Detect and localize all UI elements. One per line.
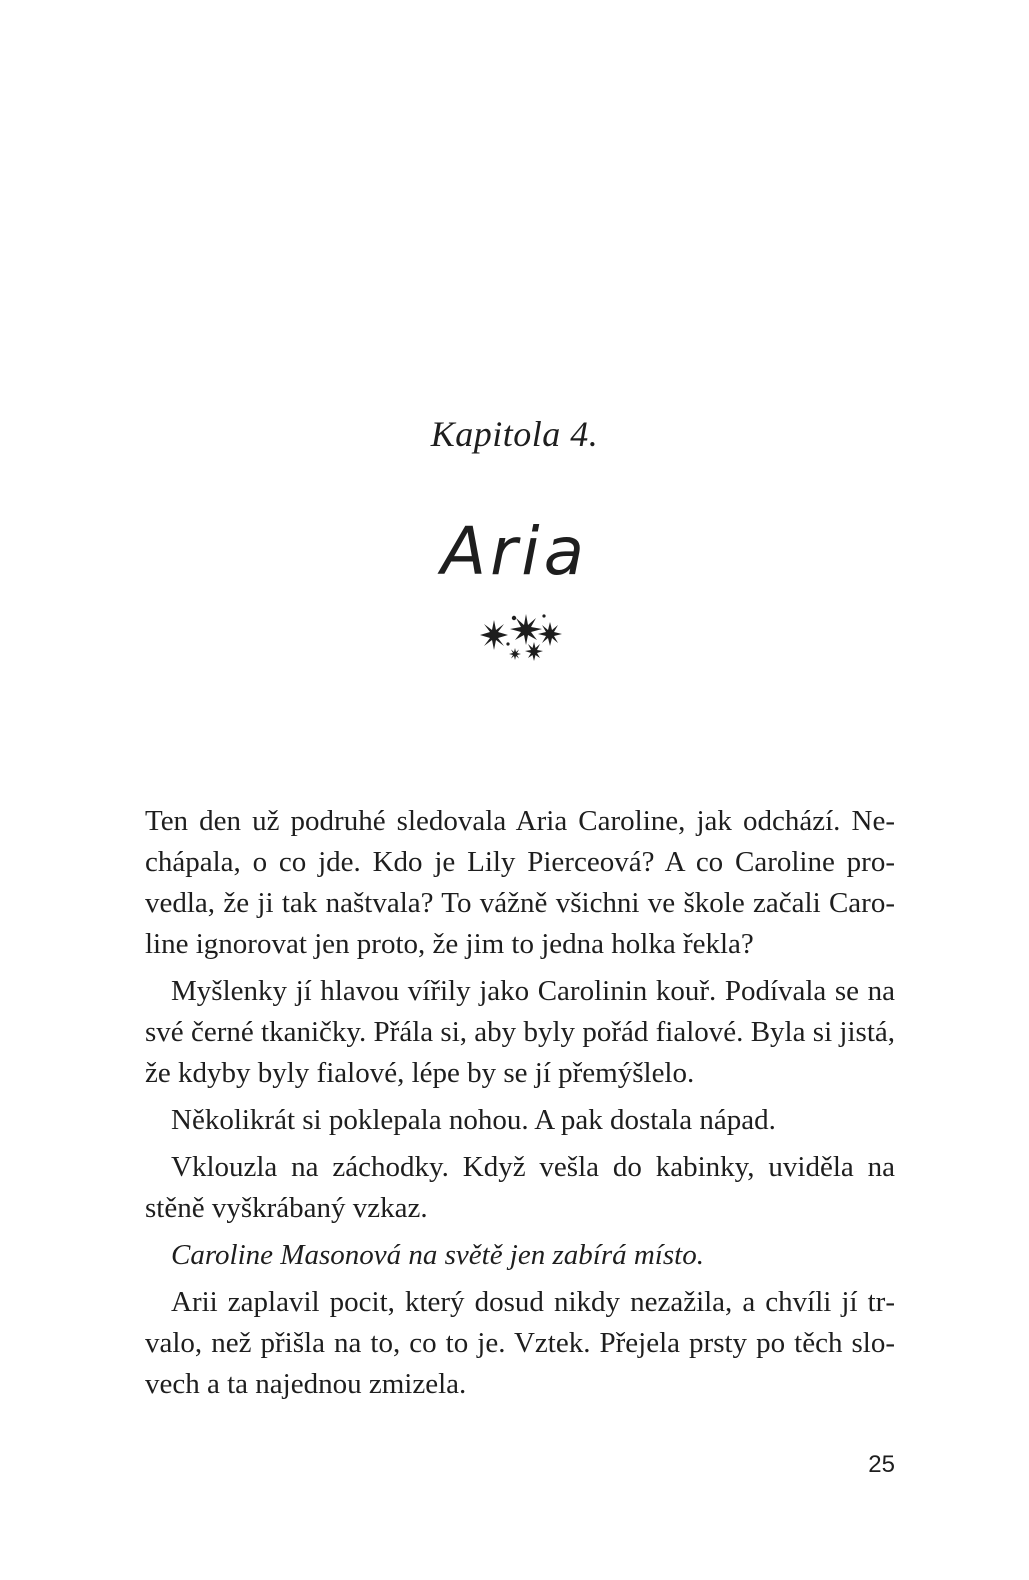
chapter-label: Kapitola 4. — [430, 414, 599, 454]
chapter-body — [145, 801, 895, 1411]
paragraph: Arii zaplavil pocit, který dosud nikdy nezažila, a chvíli jí trvalo, než přišla na to, co to je. Vztek. Přejela prsty po těch slovech a ta najednou zmizela. — [145, 1286, 895, 1400]
paragraph: Několikrát si poklepala nohou. A pak dostala nápad. — [171, 1104, 776, 1136]
paragraph: Ten den už podruhé sledovala Aria Caroline, jak odchází. Nechápala, o co jde. Kdo je Lily Pierceová? A co Caroline provedla, že ji tak naštvala? To vážně všichni ve škole začali Caroline ignorovat jen proto, že jim to jedna holka řekla? — [145, 805, 895, 960]
paragraph: Myšlenky jí hlavou vířily jako Carolinin kouř. Podívala se na své černé tkaničky. Přála si, aby byly pořád fialové. Byla si jistá, že kdyby byly fialové, lépe by se jí přemýšlelo. — [145, 975, 895, 1089]
chapter-title: Aria — [440, 513, 589, 590]
paragraph: Vklouzla na záchodky. Když vešla do kabinky, uviděla na stěně vyškrábaný vzkaz. — [145, 1151, 895, 1224]
page-number: 25 — [868, 1451, 895, 1478]
paragraph-italic-message: Caroline Masonová na světě jen zabírá místo. — [171, 1239, 704, 1271]
stars-ornament-icon — [470, 608, 570, 664]
